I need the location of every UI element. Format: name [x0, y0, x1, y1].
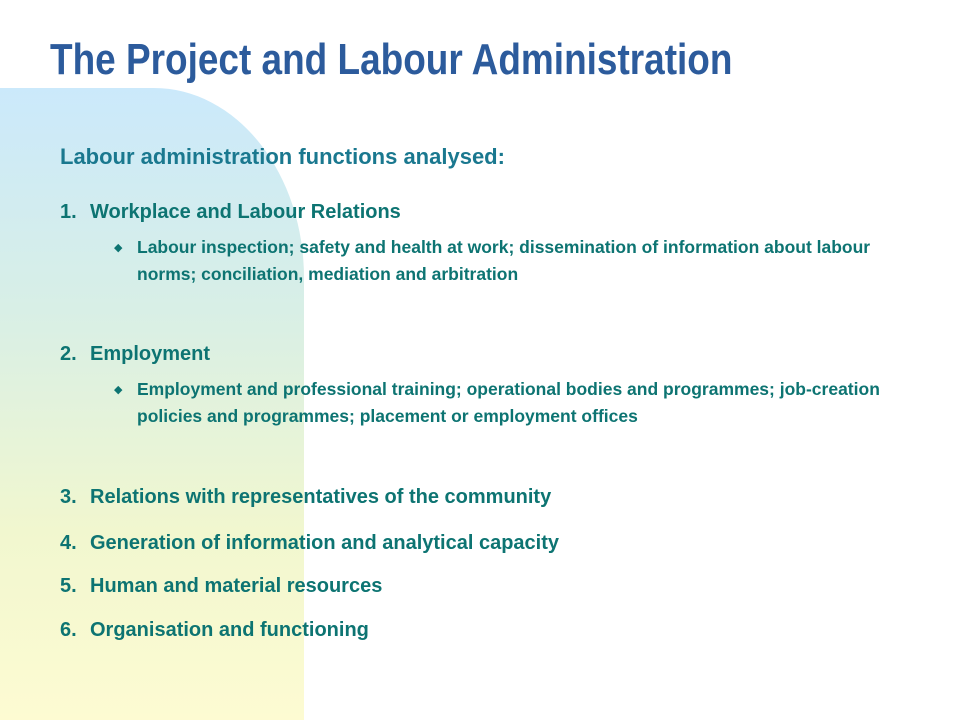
list-item-label: Organisation and functioning [90, 619, 369, 641]
list-item-2 [60, 341, 210, 367]
diamond-bullet-icon: ◆ [114, 242, 123, 254]
list-item-number: 6. [60, 619, 77, 641]
list-item-6 [60, 617, 369, 643]
slide-subtitle: Labour administration functions analysed: [60, 144, 505, 169]
sub-bullet-text: Employment and professional training; operational bodies and programmes; job-creation policies and programmes; placement or employment offices [137, 379, 880, 426]
slide-title: The Project and Labour Administration [50, 35, 733, 84]
list-item-5 [60, 573, 382, 599]
list-item-3 [60, 484, 551, 510]
list-item-label: Employment [90, 343, 211, 365]
list-item-4 [60, 530, 559, 556]
list-item-number: 4. [60, 532, 77, 554]
list-item-number: 3. [60, 486, 77, 508]
sub-bullet-text: Labour inspection; safety and health at work; dissemination of information about labour norms; conciliation, mediation and arbitration [137, 237, 871, 284]
list-item-number: 5. [60, 575, 77, 597]
list-item-number: 1. [60, 201, 77, 223]
list-item-label: Relations with representatives of the community [90, 486, 552, 508]
diamond-bullet-icon: ◆ [114, 384, 123, 396]
list-item-label: Human and material resources [90, 575, 383, 597]
list-item-label: Generation of information and analytical capacity [90, 532, 559, 554]
list-item-number: 2. [60, 343, 77, 365]
list-item-label: Workplace and Labour Relations [90, 201, 401, 223]
sub-bullet-2 [114, 376, 917, 430]
list-item-1 [60, 199, 401, 225]
sub-bullet-1 [114, 234, 917, 288]
